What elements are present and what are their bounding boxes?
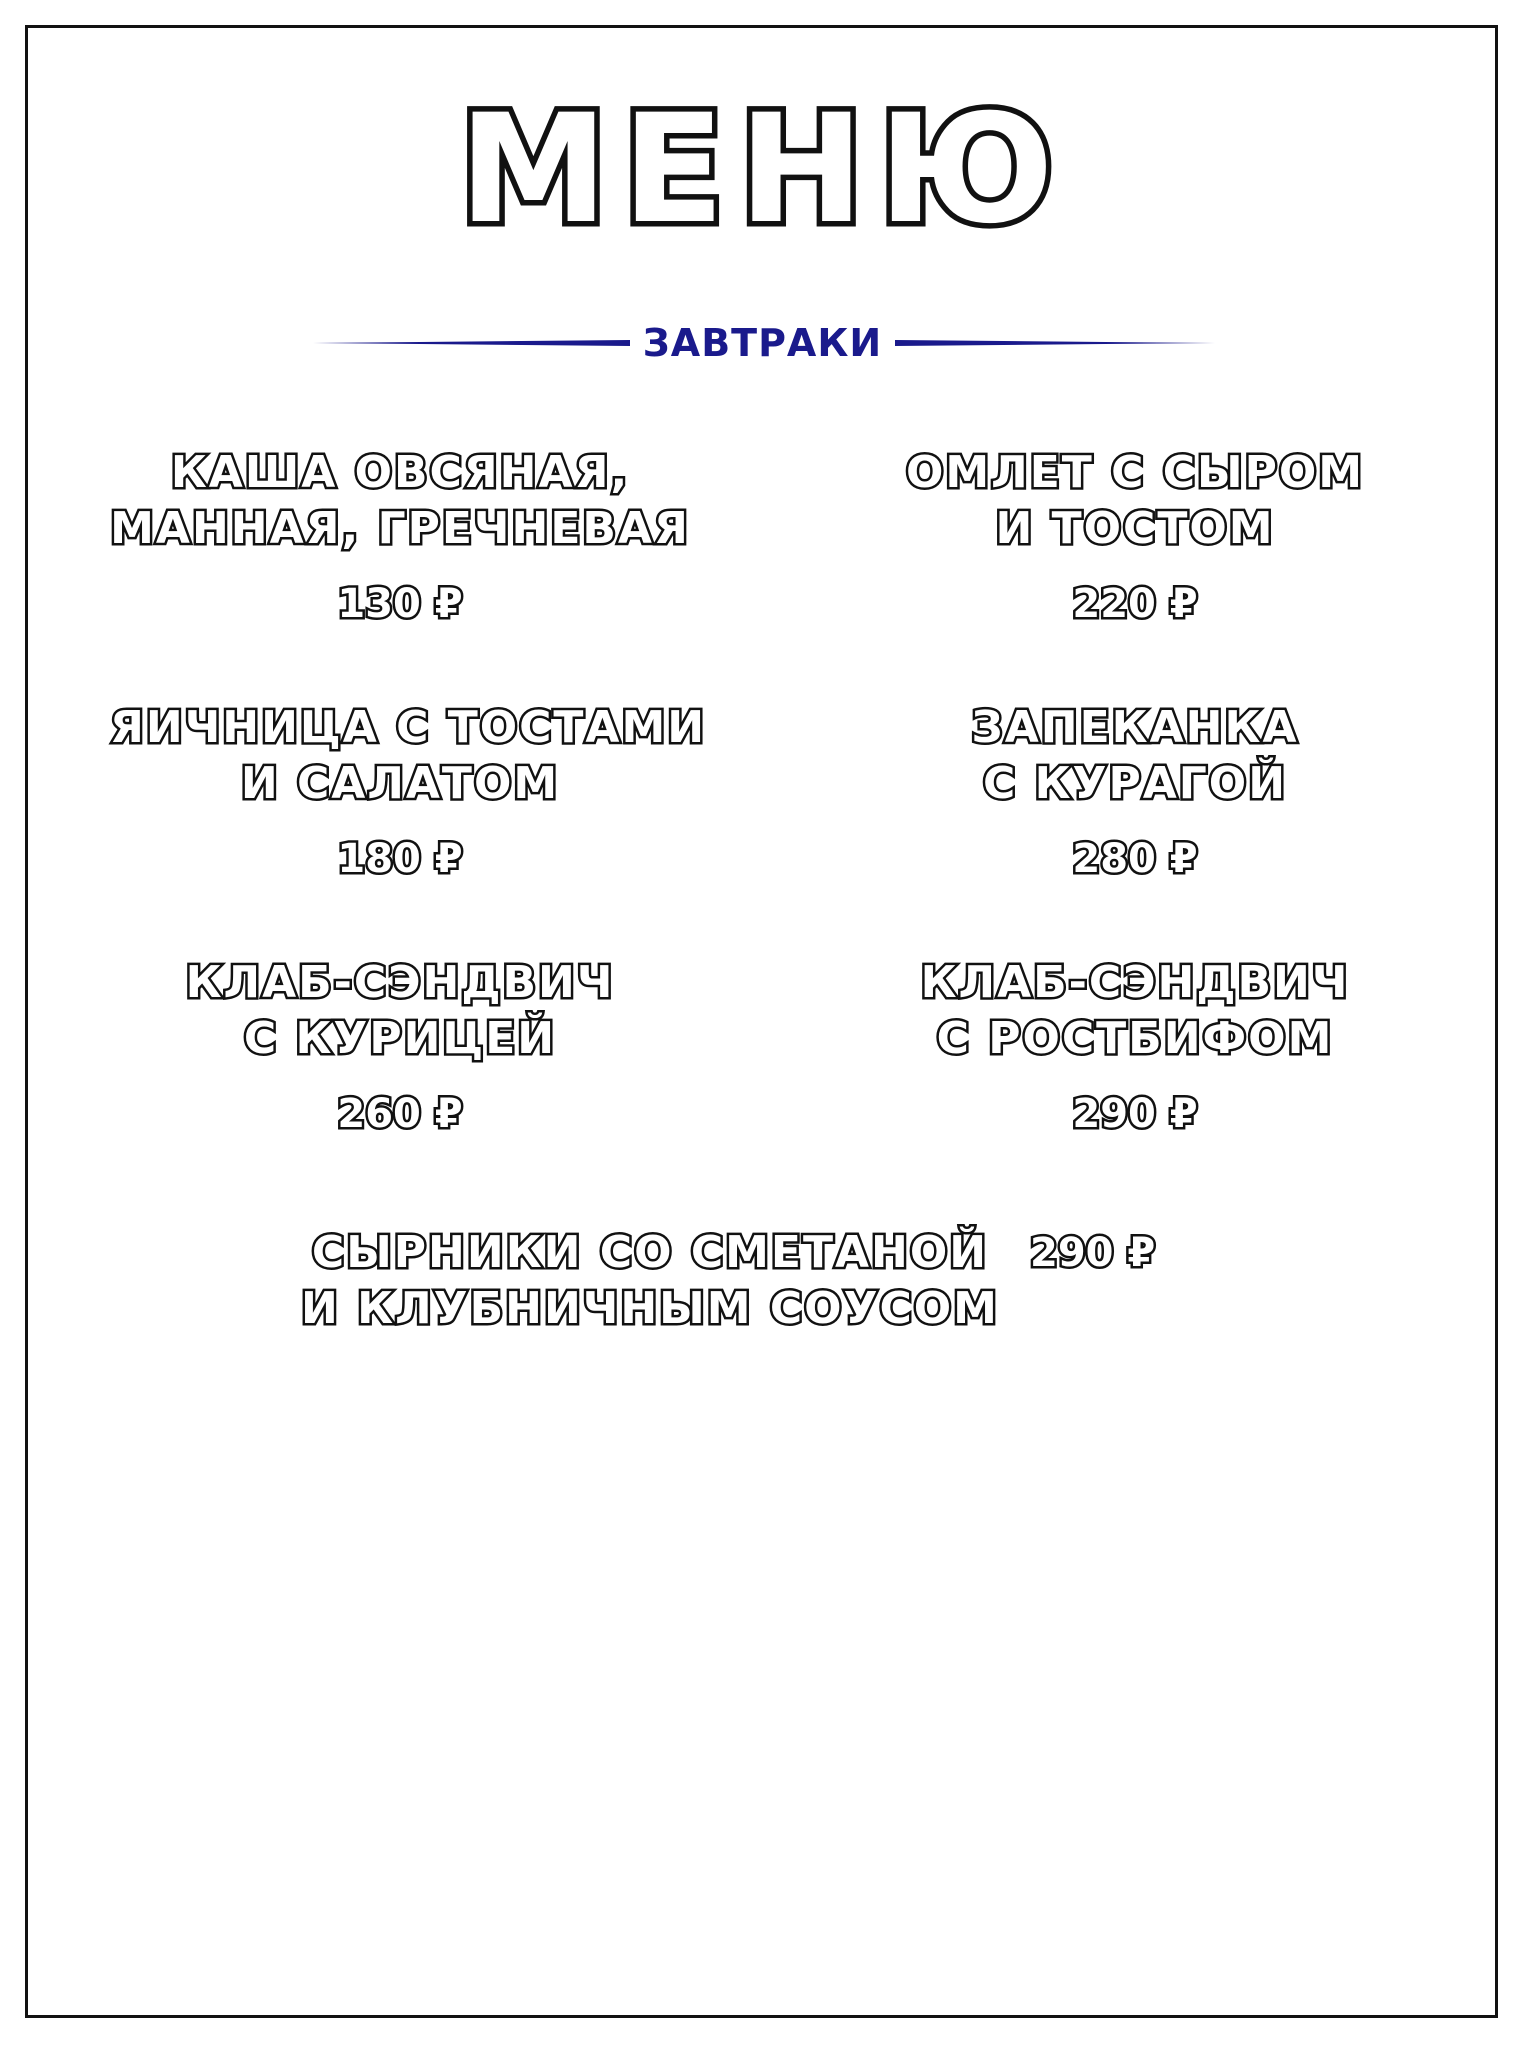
item-name: ОМЛЕТ С СЫРОМ И ТОСТОМ <box>905 447 1365 554</box>
menu-item-club-sandwich-roastbeef <box>845 955 1425 1139</box>
menu-item-club-sandwich-chicken <box>110 955 690 1139</box>
item-name: ЗАПЕКАНКА С КУРАГОЙ <box>971 702 1299 809</box>
item-name: КЛАБ-СЭНДВИЧ С КУРИЦЕЙ <box>185 957 615 1064</box>
item-price: 290 ₽ <box>1030 1230 1156 1276</box>
item-price: 290 ₽ <box>1072 1091 1198 1137</box>
menu-item-casserole <box>845 700 1425 884</box>
item-price: 280 ₽ <box>1072 836 1198 882</box>
item-price: 180 ₽ <box>337 836 463 882</box>
menu-item-syrniki-price <box>1030 1228 1230 1278</box>
menu-item-porridge <box>110 445 690 629</box>
section-header <box>0 318 1527 368</box>
section-title-breakfast: ЗАВТРАКИ <box>642 321 883 365</box>
item-name: СЫРНИКИ СО СМЕТАНОЙ И КЛУБНИЧНЫМ СОУСОМ <box>301 1227 999 1334</box>
item-price: 220 ₽ <box>1072 581 1198 627</box>
divider-left <box>313 340 630 346</box>
menu-item-syrniki <box>300 1225 1000 1337</box>
menu-item-omelette <box>845 445 1425 629</box>
item-price: 260 ₽ <box>337 1091 463 1137</box>
item-name: КАША ОВСЯНАЯ, МАННАЯ, ГРЕЧНЕВАЯ <box>110 447 690 554</box>
menu-title: МЕНЮ <box>458 83 1069 257</box>
item-name: КЛАБ-СЭНДВИЧ С РОСТБИФОМ <box>920 957 1350 1064</box>
item-price: 130 ₽ <box>337 581 463 627</box>
menu-item-fried-eggs <box>110 700 707 884</box>
divider-right <box>895 340 1215 346</box>
item-name: ЯИЧНИЦА С ТОСТАМИ И САЛАТОМ <box>110 702 707 809</box>
